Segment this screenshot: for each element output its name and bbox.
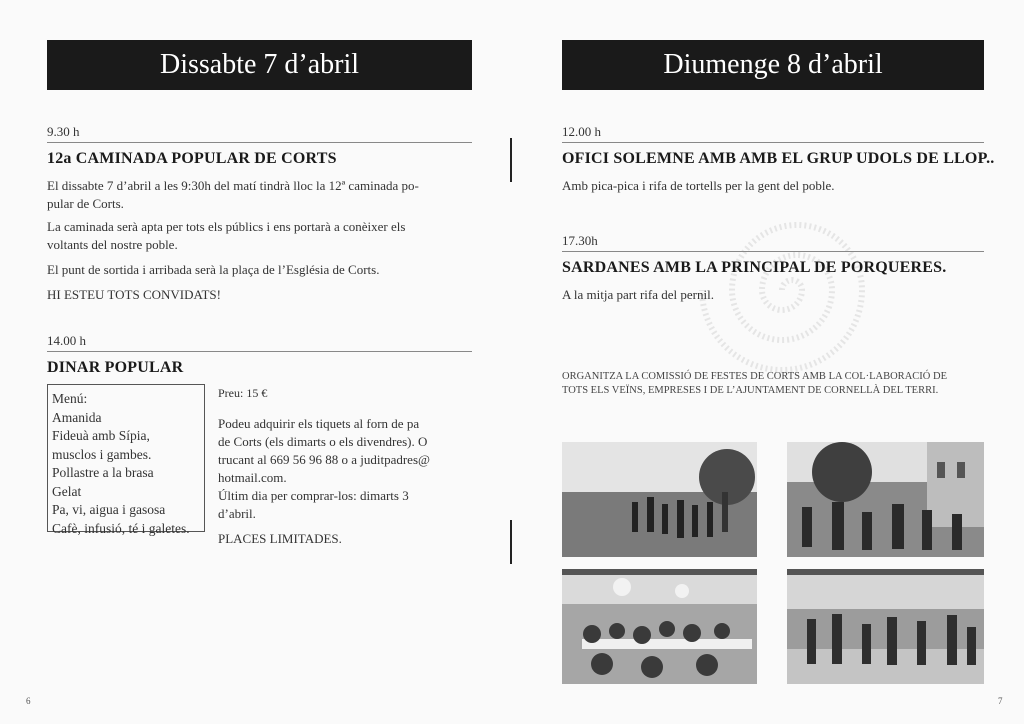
tickets-line: de Corts (els dimarts o els divendres). O <box>218 434 428 449</box>
tickets-line: trucant al 669 56 96 88 o a juditpadres@ <box>218 452 430 467</box>
sardanes-text: A la mitja part rifa del pernil. <box>562 287 714 302</box>
last-day-line: d’abril. <box>218 506 256 521</box>
right-page <box>512 0 1024 724</box>
menu-item: Fideuà amb Sípia, <box>52 428 150 443</box>
mass-title: OFICI SOLEMNE AMB AMB EL GRUP UDOLS DE LLOP.. <box>562 150 995 167</box>
organizers-line-2: TOTS ELS VEÏNS, EMPRESES I DE L’AJUNTAMENT DE CORNELLÀ DEL TERRI. <box>562 385 939 396</box>
photo-walk <box>562 442 757 557</box>
saturday-banner: Dissabte 7 d’abril <box>47 40 472 90</box>
page-number-left: 6 <box>26 696 31 706</box>
page-number-right: 7 <box>998 696 1003 706</box>
photo-sardanes <box>787 442 984 557</box>
mass-text: Amb pica-pica i rifa de tortells per la gent del poble. <box>562 178 835 193</box>
last-day-line: Últim dia per comprar-los: dimarts 3 <box>218 488 409 503</box>
menu-item: Menú: <box>52 391 88 406</box>
photo-lunch <box>562 569 757 684</box>
lunch-price: Preu: 15 € <box>218 386 268 400</box>
organizers-note <box>562 370 992 398</box>
menu-item: Cafè, infusió, té i galetes. <box>52 520 190 536</box>
menu-item: musclos i gambes. <box>52 446 152 462</box>
limited-places: PLACES LIMITADES. <box>218 531 342 546</box>
tickets-line: hotmail.com. <box>218 470 287 485</box>
walk-paragraph-1-line-2: pular de Corts. <box>47 196 124 211</box>
menu-item: Gelat <box>52 483 82 499</box>
menu-item: Pollastre a la brasa <box>52 465 154 480</box>
walk-paragraph-1 <box>47 177 419 213</box>
organizers-line-1: ORGANITZA LA COMISSIÓ DE FESTES DE CORTS AMB LA COL·LABORACIÓ DE <box>562 371 947 382</box>
walk-paragraph-2 <box>47 218 405 254</box>
walk-paragraph-2-line-2: voltants del nostre poble. <box>47 237 178 252</box>
sardanes-time: 17.30h <box>562 233 984 252</box>
lunch-time: 14.00 h <box>47 333 472 352</box>
menu-item: Amanida <box>52 409 102 425</box>
mass-time: 12.00 h <box>562 124 984 143</box>
lunch-title: DINAR POPULAR <box>47 359 184 376</box>
walk-time: 9.30 h <box>47 124 472 143</box>
menu-item: Pa, vi, aigua i gasosa <box>52 502 166 517</box>
walk-paragraph-2-line-1: La caminada serà apta per tots els públics i ens portarà a conèixer els <box>47 219 406 234</box>
tickets-line: Podeu adquirir els tiquets al forn de pa <box>218 416 420 431</box>
menu-box <box>47 384 205 536</box>
walk-paragraph-1-line-1: El dissabte 7 d’abril a les 9:30h del matí tindrà lloc la 12ª caminada po- <box>47 178 419 193</box>
walk-paragraph-3: El punt de sortida i arribada serà la plaça de l’Església de Corts. <box>47 262 380 277</box>
sardanes-title: SARDANES AMB LA PRINCIPAL DE PORQUERES. <box>562 259 947 276</box>
sunday-banner: Diumenge 8 d’abril <box>562 40 984 90</box>
photo-dance-hall <box>787 569 984 684</box>
lunch-tickets <box>218 415 468 523</box>
walk-title: 12a CAMINADA POPULAR DE CORTS <box>47 150 337 167</box>
walk-invitation: HI ESTEU TOTS CONVIDATS! <box>47 287 221 302</box>
